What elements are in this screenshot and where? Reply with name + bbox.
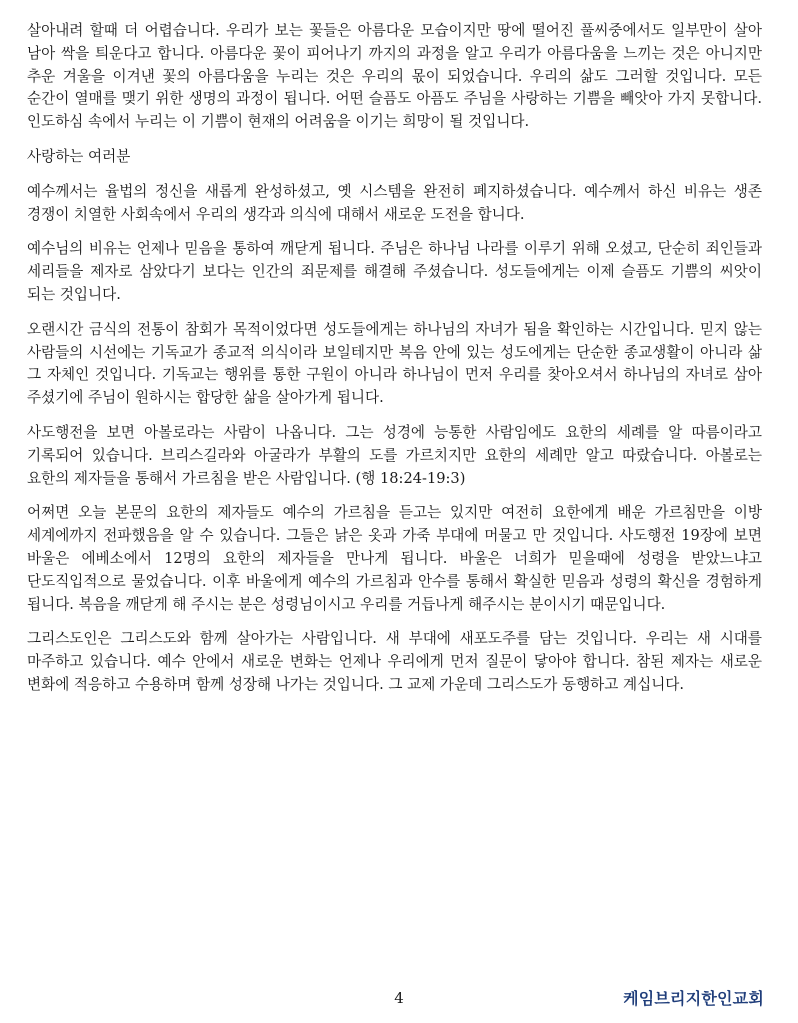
body-paragraph-4: 오랜시간 금식의 전통이 참회가 목적이었다면 성도들에게는 하나님의 자녀가 됨을 확인하는 시간입니다. 믿지 않는 사람들의 시선에는 기독교가 종교적 의식이라 보일테지만 복음 안에 있는 성도에게는 단순한 종교생활이 아니라 삶 그 자체인 것입니다. 기독교는 행위를 통한 구원이 아니라 하나님이 먼저 우리를 찾아오셔서 하나님의 자녀로 삼아 주셨기에 주님이 원하시는 합당한 삶을 살아가게 됩니다. (27, 320, 762, 407)
page-number: 4 (394, 989, 404, 1007)
church-name: 케임브리지한인교회 (623, 989, 764, 1008)
body-paragraph-7: 그리스도인은 그리스도와 함께 살아가는 사람입니다. 새 부대에 새포도주를 담는 것입니다. 우리는 새 시대를 마주하고 있습니다. 예수 안에서 새로운 변화는 언제나 우리에게 먼저 질문이 닿아야 합니다. 참된 제자는 새로운 변화에 적응하고 수용하며 함께 성장해 나가는 것입니다. 그 교제 가운데 그리스도가 동행하고 계십니다. (27, 630, 762, 693)
body-paragraph-6: 어쩌면 오늘 본문의 요한의 제자들도 예수의 가르침을 듣고는 있지만 여전히 요한에게 배운 가르침만을 이방 세계에까지 전파했음을 알 수 있습니다. 그들은 낡은 옷과 가죽 부대에 머물고 만 것입니다. 사도행전 19장에 보면 바울은 에베소에서 12명의 요한의 제자들을 만나게 됩니다. 바울은 너희가 믿을때에 성령을 받았느냐고 단도직입적으로 물었습니다. 이후 바울에게 예수의 가르침과 안수를 통해서 확실한 믿음과 성령의 확신을 경험하게 됩니다. 복음을 깨닫게 해 주시는 분은 성령님이시고 우리를 거듭나게 해주시는 분이시기 때문입니다. (27, 504, 762, 613)
body-paragraph-5: 사도행전을 보면 아볼로라는 사람이 나옵니다. 그는 성경에 능통한 사람임에도 요한의 세례를 알 따름이라고 기록되어 있습니다. 브리스길라와 아굴라가 부활의 도를 가르치지만 요한의 세례만 알고 따랐습니다. 아볼로는 요한의 제자들을 통해서 가르침을 받은 사람입니다. (행 18:24-19:3) (27, 423, 762, 487)
body-paragraph-1: 살아내려 할때 더 어렵습니다. 우리가 보는 꽃들은 아름다운 모습이지만 땅에 떨어진 풀씨중에서도 일부만이 살아 남아 싹을 틔운다고 합니다. 아름다운 꽃이 피어나기 까지의 과정을 알고 우리가 아름다움을 느끼는 것은 아니지만 추운 겨울을 이겨낸 꽃의 아름다움을 누리는 것은 우리의 몫이 되었습니다. 우리의 삶도 그러할 것입니다. 모든 순간이 열매를 맺기 위한 생명의 과정이 됩니다. 어떤 슬픔도 아픔도 주님을 사랑하는 기쁨을 빼앗아 가지 못합니다. 인도하심 속에서 누리는 이 기쁨이 현재의 어려움을 이기는 희망이 될 것입니다. (27, 22, 762, 131)
body-paragraph-2: 예수께서는 율법의 정신을 새롭게 완성하셨고, 옛 시스템을 완전히 폐지하셨습니다. 예수께서 하신 비유는 생존 경쟁이 치열한 사회속에서 우리의 생각과 의식에 대해서 새로운 도전을 합니다. (27, 182, 762, 223)
salutation: 사랑하는 여러분 (27, 147, 131, 165)
body-paragraph-3: 예수님의 비유는 언제나 믿음을 통하여 깨닫게 됩니다. 주님은 하나님 나라를 이루기 위해 오셨고, 단순히 죄인들과 세리들을 제자로 삼았다기 보다는 인간의 죄문제를 해결해 주셨습니다. 성도들에게는 이제 슬픔도 기쁨의 씨앗이 되는 것입니다. (27, 240, 762, 303)
